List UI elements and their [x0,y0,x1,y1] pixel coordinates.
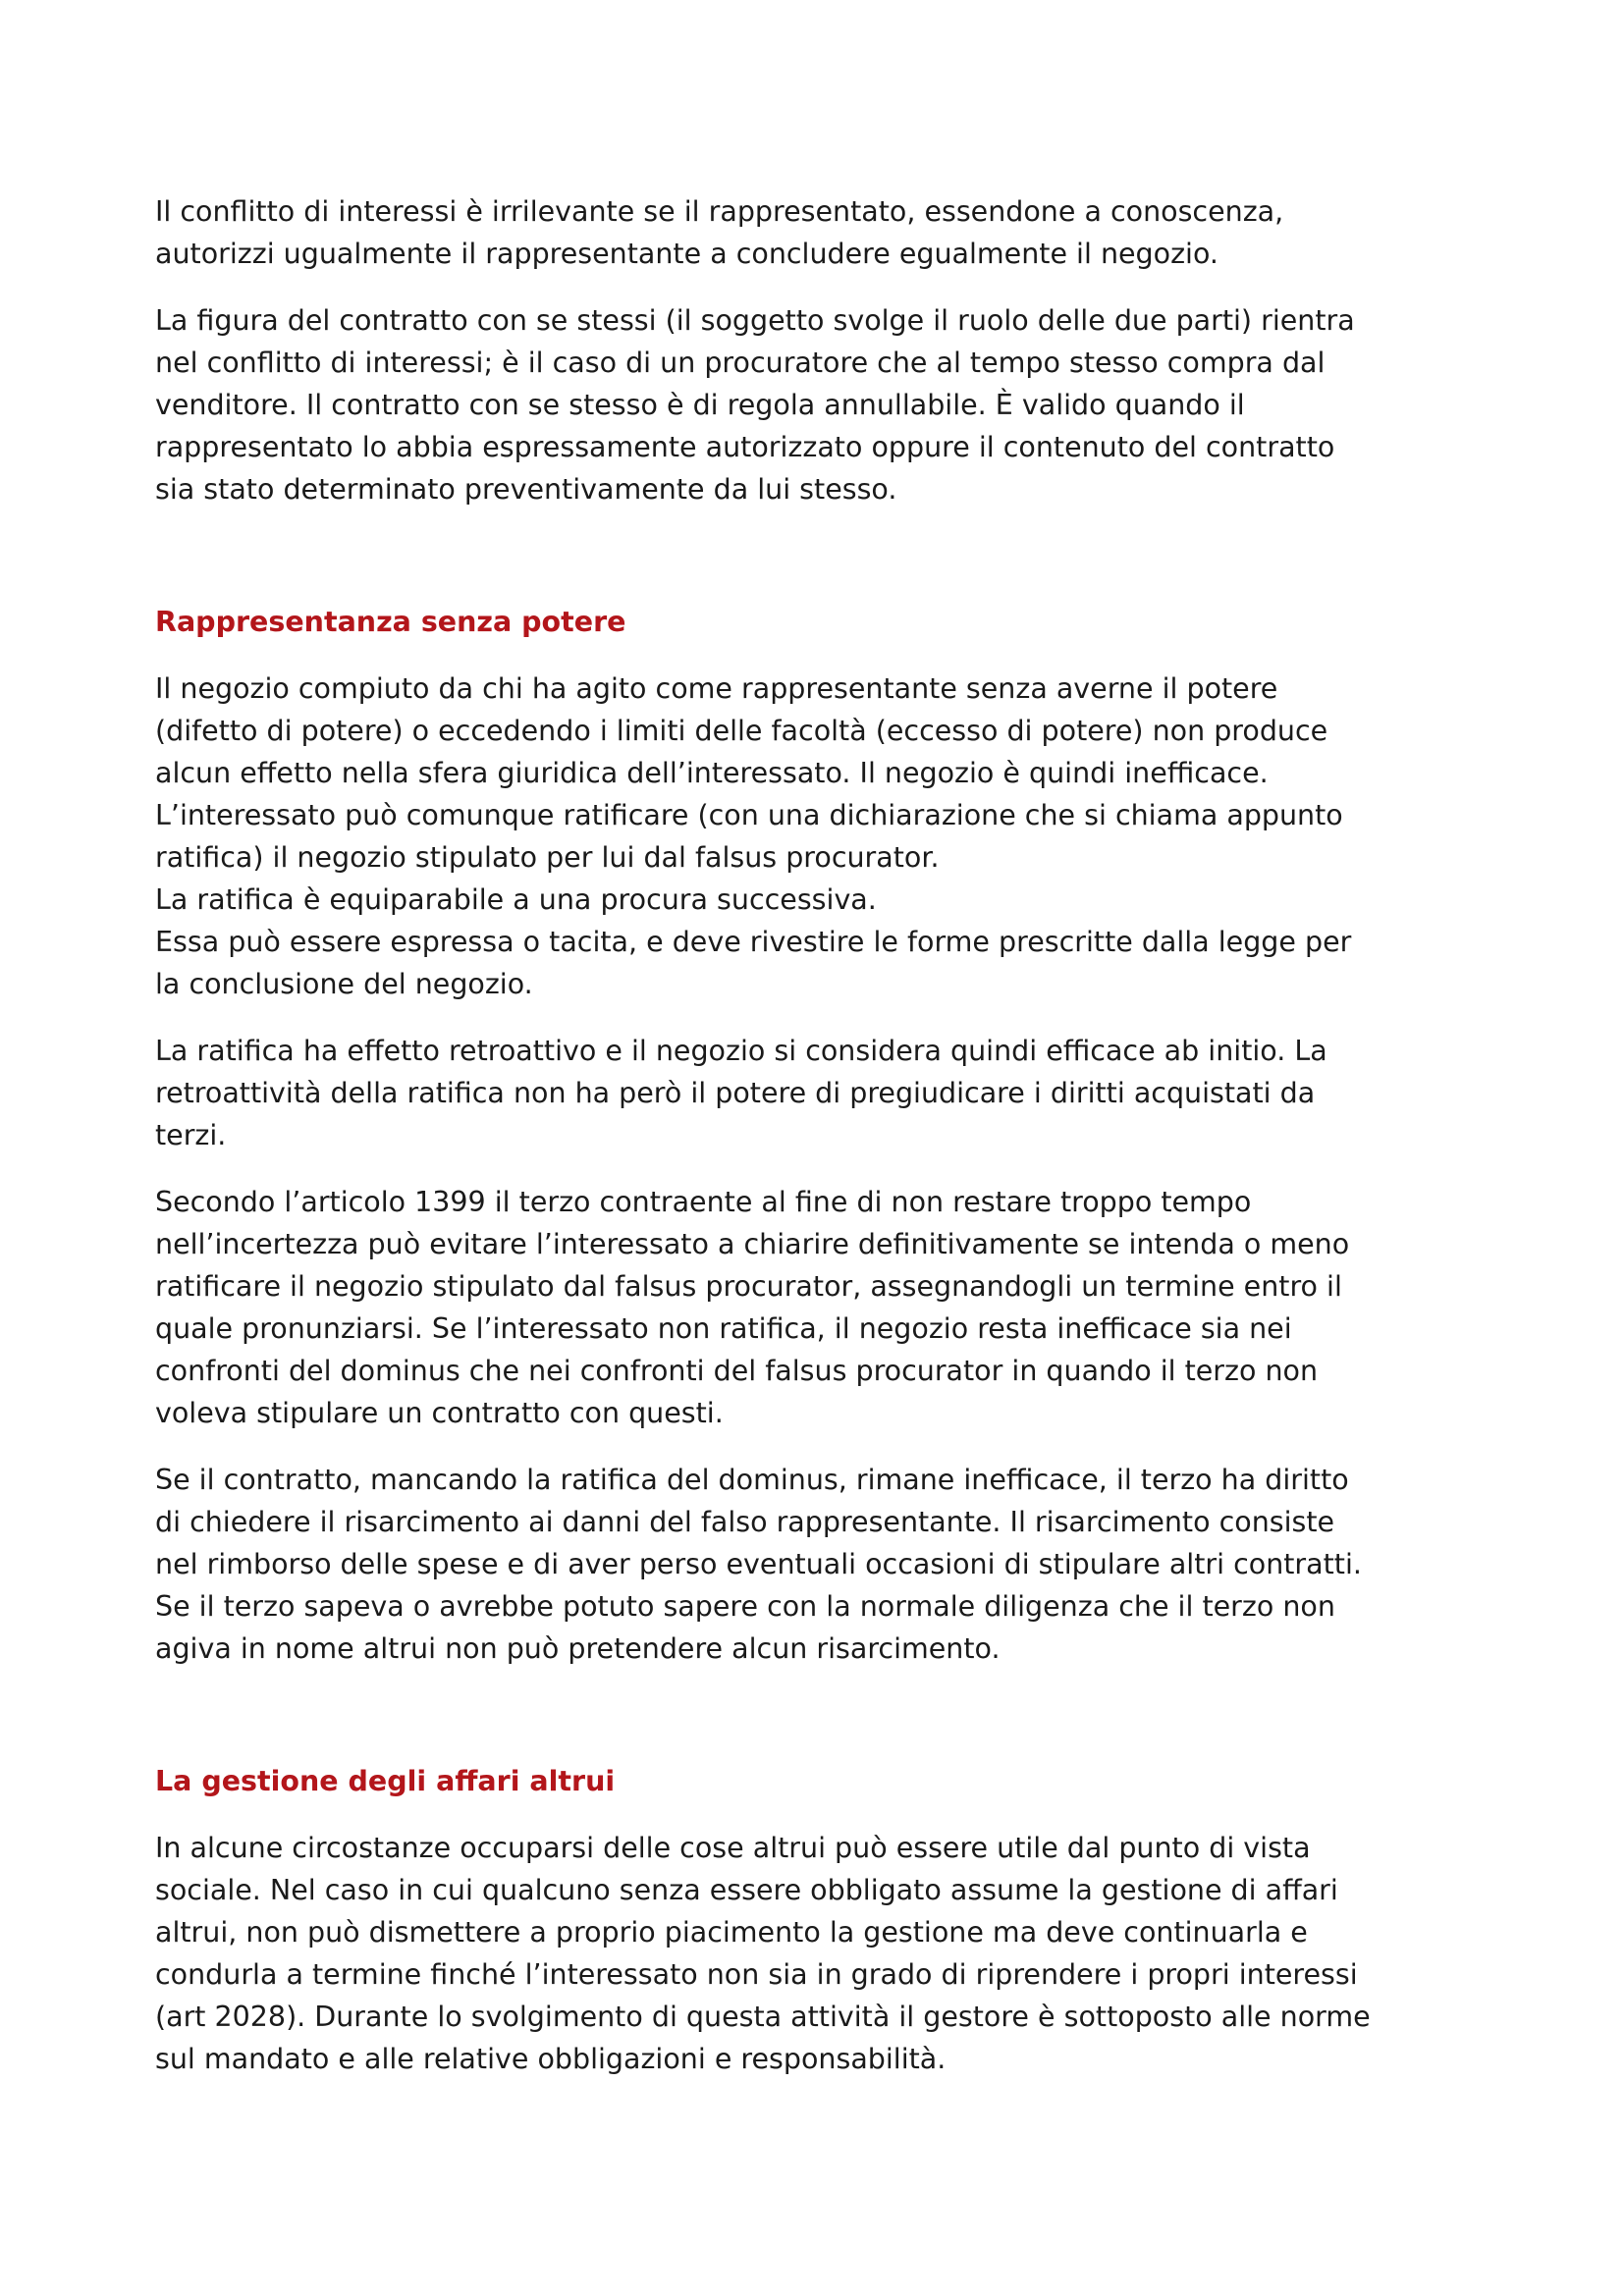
text-line: voleva stipulare un contratto con questi. [155,1397,724,1429]
paragraph-gestione-affari [155,1827,1490,2080]
text-line: nel rimborso delle spese e di aver perso eventuali occasioni di stipulare altri contratti. [155,1548,1362,1580]
text-line: Essa può essere espressa o tacita, e deve rivestire le forme prescritte dalla legge per [155,926,1352,958]
text-line: retroattività della ratifica non ha però il potere di pregiudicare i diritti acquistati da [155,1077,1316,1109]
text-line: confronti del dominus che nei confronti del falsus procurator in quando il terzo non [155,1355,1319,1387]
paragraph-risarcimento [155,1459,1490,1670]
paragraph-articolo-1399 [155,1181,1490,1434]
text-line: nel conflitto di interessi; è il caso di un procuratore che al tempo stesso compra dal [155,347,1326,379]
text-line: Il negozio compiuto da chi ha agito come rappresentante senza averne il potere [155,672,1278,705]
text-line: la conclusione del negozio. [155,968,533,1000]
text-line: La ratifica ha effetto retroattivo e il negozio si considera quindi efficace ab initio. La [155,1035,1327,1067]
text-line: condurla a termine finché l’interessato non sia in grado di riprendere i propri interessi [155,1958,1358,1991]
text-line: venditore. Il contratto con se stesso è di regola annullabile. È valido quando il [155,389,1245,421]
text-line: Se il terzo sapeva o avrebbe potuto sapere con la normale diligenza che il terzo non [155,1590,1335,1623]
text-line: La figura del contratto con se stessi (il soggetto svolge il ruolo delle due parti) rientra [155,304,1355,337]
text-line: sia stato determinato preventivamente da lui stesso. [155,473,897,506]
text-line: ratifica) il negozio stipulato per lui dal falsus procurator. [155,841,940,874]
text-line: alcun effetto nella sfera giuridica dell’interessato. Il negozio è quindi inefficace. [155,757,1269,789]
text-line: L’interessato può comunque ratificare (con una dichiarazione che si chiama appunto [155,799,1343,831]
text-line: altrui, non può dismettere a proprio piacimento la gestione ma deve continuarla e [155,1916,1308,1949]
text-line: (art 2028). Durante lo svolgimento di questa attività il gestore è sottoposto alle norme [155,2001,1371,2033]
paragraph-negozio-inefficace [155,667,1490,1005]
text-line: sociale. Nel caso in cui qualcuno senza essere obbligato assume la gestione di affari [155,1874,1338,1906]
text-line: Il conflitto di interessi è irrilevante se il rappresentato, essendone a conoscenza, [155,195,1284,228]
paragraph-ratifica-retroattiva [155,1030,1490,1156]
text-line: di chiedere il risarcimento ai danni del falso rappresentante. Il risarcimento consiste [155,1506,1335,1538]
text-line: quale pronunziarsi. Se l’interessato non ratifica, il negozio resta inefficace sia nei [155,1312,1292,1345]
text-line: (difetto di potere) o eccedendo i limiti delle facoltà (eccesso di potere) non produce [155,715,1328,747]
text-line: nell’incertezza può evitare l’interessato a chiarire definitivamente se intenda o meno [155,1228,1350,1260]
text-line: rappresentato lo abbia espressamente autorizzato oppure il contenuto del contratto [155,431,1335,463]
text-line: In alcune circostanze occuparsi delle cose altrui può essere utile dal punto di vista [155,1832,1311,1864]
text-line: terzi. [155,1119,227,1151]
text-line: agiva in nome altrui non può pretendere alcun risarcimento. [155,1632,1001,1665]
text-line: La ratifica è equiparabile a una procura successiva. [155,883,877,916]
text-line: Secondo l’articolo 1399 il terzo contraente al fine di non restare troppo tempo [155,1186,1252,1218]
heading-rappresentanza-senza-potere: Rappresentanza senza potere [155,606,626,638]
text-line: autorizzi ugualmente il rappresentante a concludere egualmente il negozio. [155,238,1218,270]
heading-gestione-affari-altrui: La gestione degli affari altrui [155,1765,616,1797]
paragraph-contratto-con-se-stessi [155,299,1490,510]
paragraph-conflitto-irrilevante [155,190,1490,275]
text-line: sul mandato e alle relative obbligazioni e responsabilità. [155,2043,947,2075]
text-line: ratificare il negozio stipulato dal falsus procurator, assegnandogli un termine entro il [155,1270,1342,1303]
document-page [155,190,1490,2105]
text-line: Se il contratto, mancando la ratifica del dominus, rimane inefficace, il terzo ha diritto [155,1464,1349,1496]
